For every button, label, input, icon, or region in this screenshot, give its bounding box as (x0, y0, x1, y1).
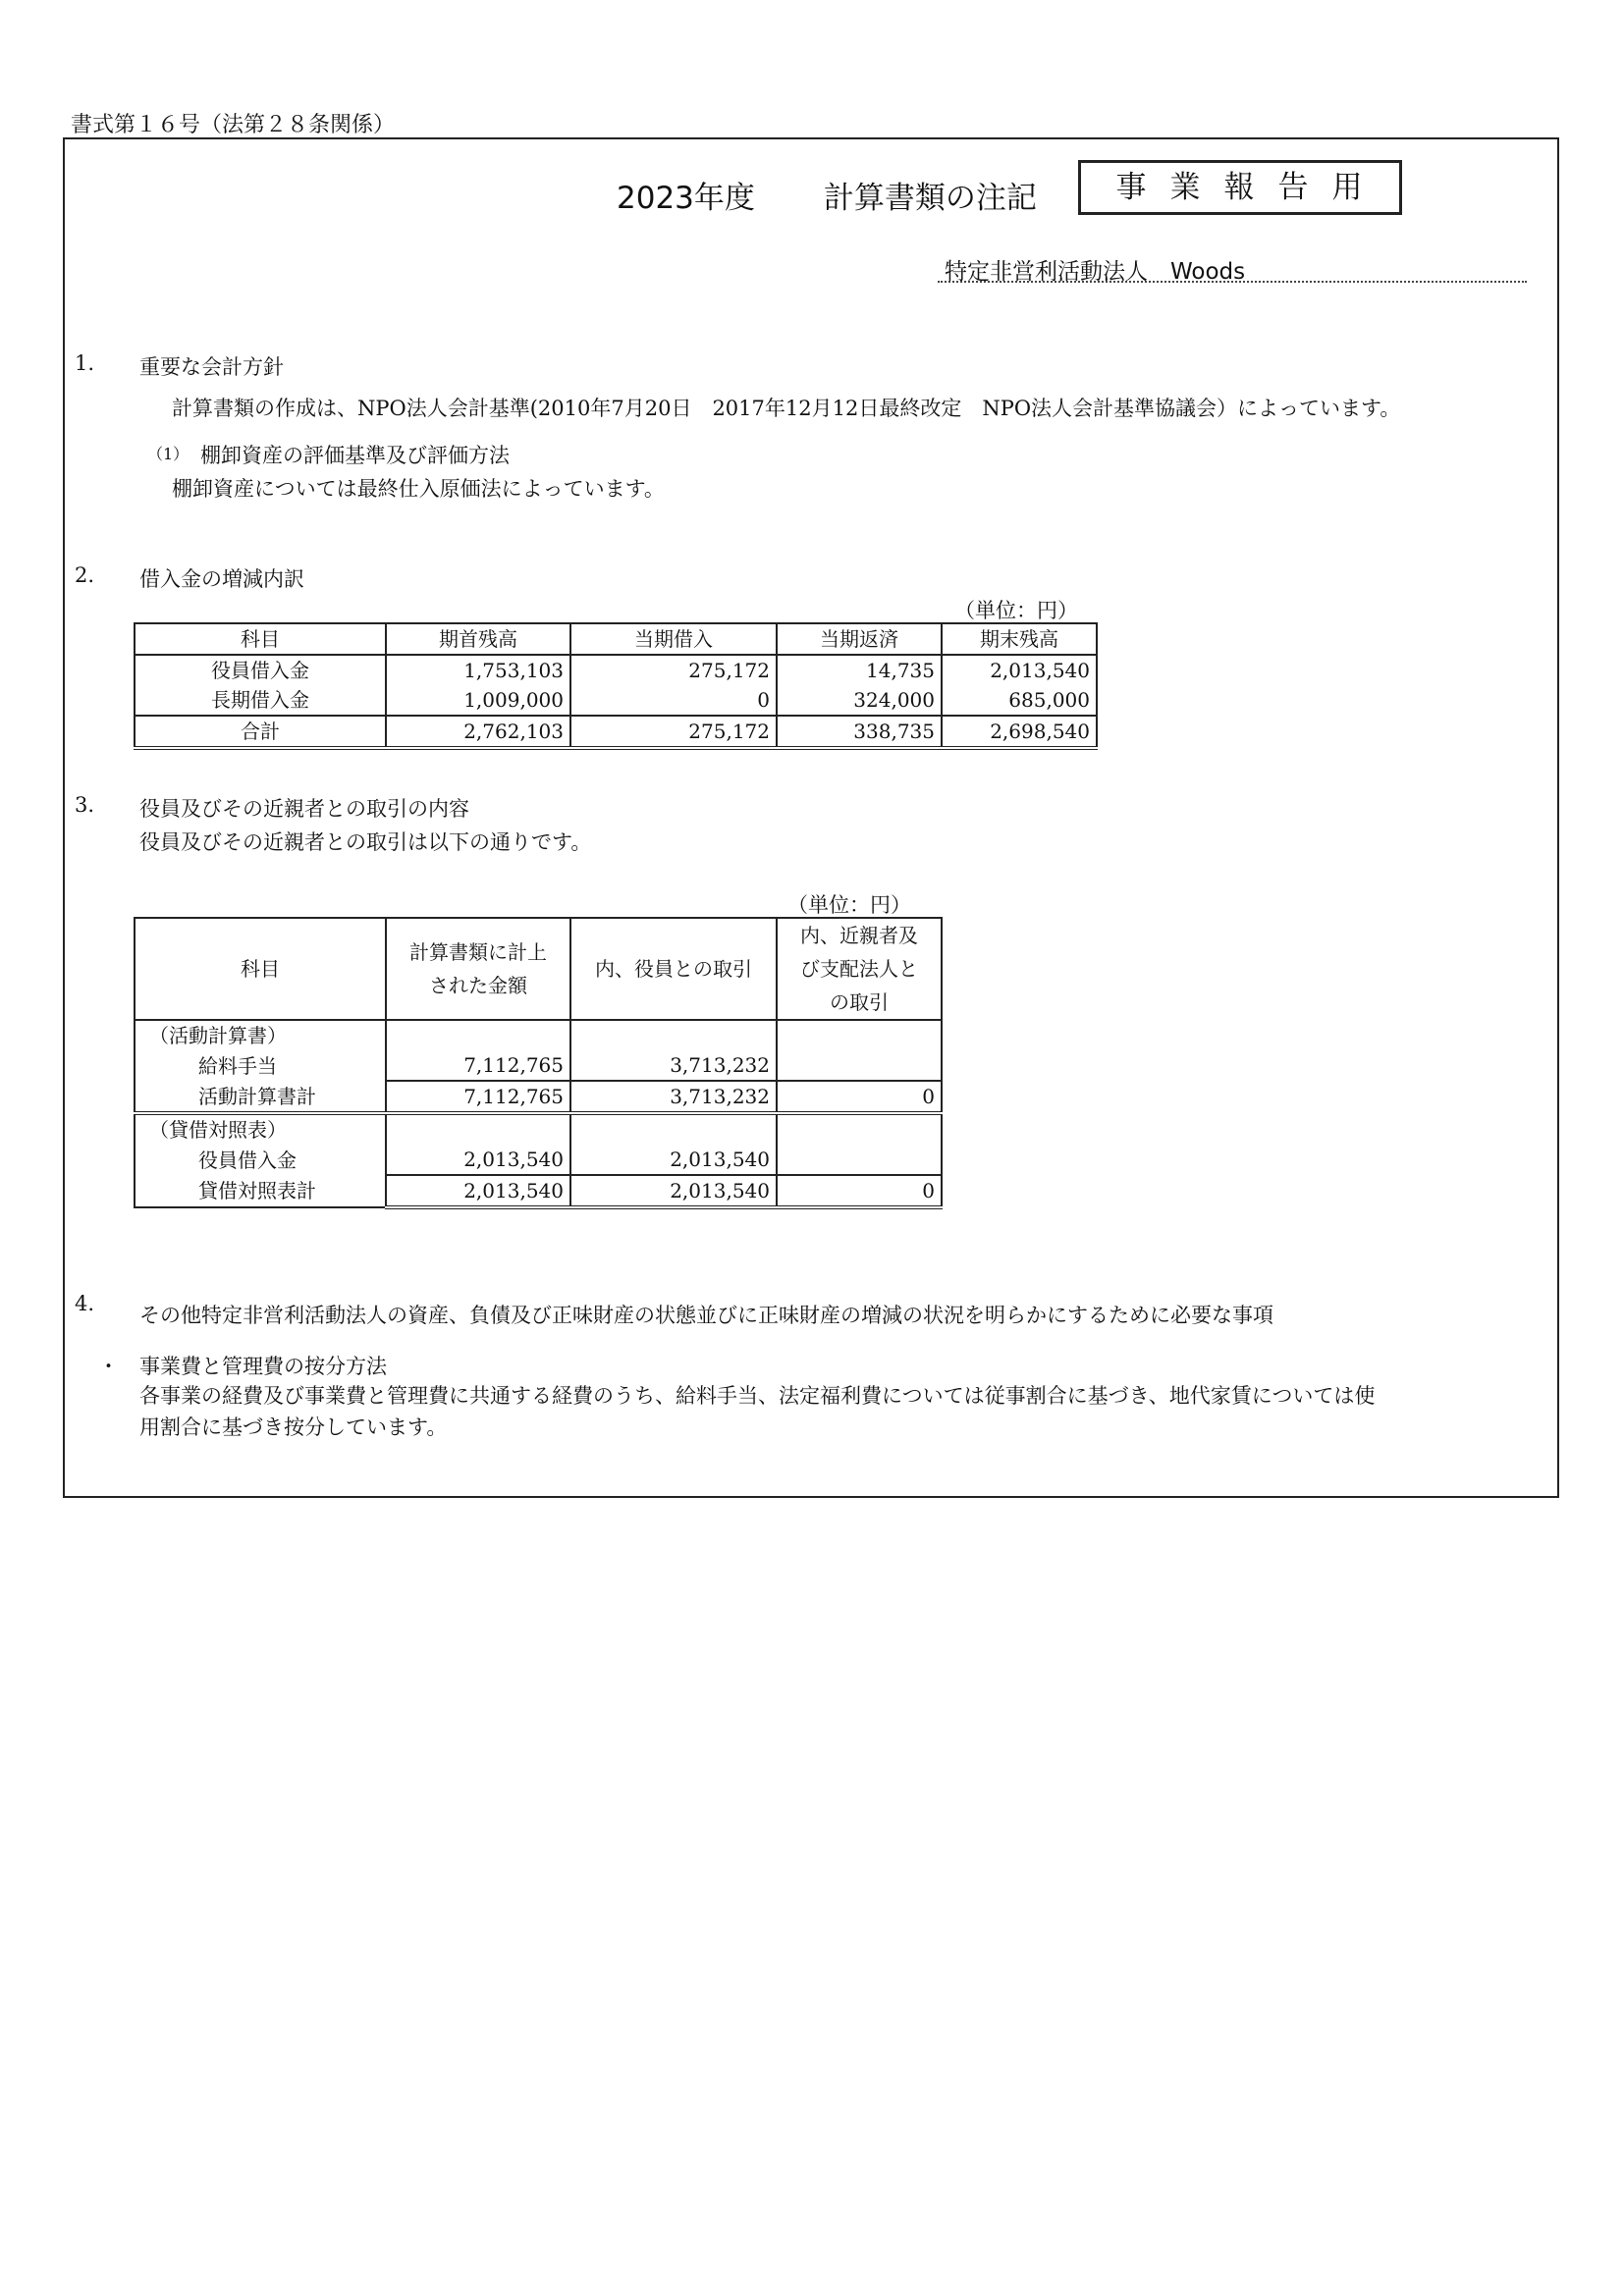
cell-value: 7,112,765 (386, 1081, 570, 1113)
table-row (135, 1113, 942, 1145)
cell-value: 275,172 (570, 655, 777, 685)
cell-value: 685,000 (942, 685, 1097, 716)
table-header-row (135, 623, 1097, 655)
column-header: 当期借入 (570, 623, 777, 655)
cell-value: 7,112,765 (386, 1050, 570, 1081)
cell-value: 0 (777, 1175, 942, 1207)
cell-value: 2,698,540 (942, 716, 1097, 748)
cell-value (570, 1113, 777, 1145)
column-header: 期末残高 (942, 623, 1097, 655)
section-label: （貸借対照表） (135, 1113, 386, 1145)
related-party-table (134, 917, 943, 1209)
section4-heading: その他特定非営利活動法人の資産、負債及び正味財産の状態並びに正味財産の増減の状況を明らかにするために必要な事項 (139, 1304, 1273, 1327)
row-label: 役員借入金 (135, 655, 386, 685)
table-subtotal-row (135, 1175, 942, 1207)
section3-number: 3. (75, 793, 95, 817)
table-row (135, 1145, 942, 1175)
column-header: 期首残高 (386, 623, 570, 655)
row-label: 貸借対照表計 (135, 1175, 386, 1207)
cell-value (777, 1145, 942, 1175)
report-stamp: 事業報告用 (1078, 160, 1402, 215)
column-header: 当期返済 (777, 623, 942, 655)
title-text: 計算書類の注記 (823, 181, 1037, 216)
page-title (617, 173, 1037, 217)
cell-value (777, 1020, 942, 1050)
row-label: 活動計算書計 (135, 1081, 386, 1113)
section4-item-heading: 事業費と管理費の按分方法 (139, 1355, 387, 1378)
cell-value (386, 1020, 570, 1050)
organization-underline (938, 281, 1527, 283)
table-subtotal-row (135, 1081, 942, 1113)
column-header (777, 918, 942, 1020)
cell-value (777, 1050, 942, 1081)
column-header: 内、役員との取引 (570, 918, 777, 1020)
cell-value: 0 (570, 685, 777, 716)
section2-heading: 借入金の増減内訳 (139, 567, 304, 591)
section-label: （活動計算書） (135, 1020, 386, 1050)
section1-number: 1. (75, 351, 95, 375)
table-total-row (135, 716, 1097, 748)
table-row (135, 1050, 942, 1081)
section1-heading: 重要な会計方針 (139, 355, 284, 379)
cell-value: 2,013,540 (386, 1175, 570, 1207)
cell-value: 2,013,540 (570, 1145, 777, 1175)
header-line: された金額 (429, 974, 527, 997)
fiscal-year: 2023年度 (617, 181, 755, 216)
section3-unit: （単位：円） (787, 893, 911, 917)
section1-item-body: 棚卸資産については最終仕入原価法によっています。 (172, 477, 665, 501)
form-number: 書式第１６号（法第２８条関係） (71, 113, 396, 137)
row-label: 給料手当 (135, 1050, 386, 1081)
cell-value: 2,013,540 (942, 655, 1097, 685)
section4-number: 4. (75, 1292, 95, 1315)
cell-value: 338,735 (777, 716, 942, 748)
section3-body: 役員及びその近親者との取引は以下の通りです。 (139, 830, 592, 854)
table-row (135, 655, 1097, 685)
cell-value: 3,713,232 (570, 1081, 777, 1113)
cell-value: 1,009,000 (386, 685, 570, 716)
row-label: 合計 (135, 716, 386, 748)
cell-value: 324,000 (777, 685, 942, 716)
table-header-row (135, 918, 942, 1020)
row-label: 長期借入金 (135, 685, 386, 716)
section4-item-body-line2: 用割合に基づき按分しています。 (139, 1415, 448, 1439)
cell-value: 3,713,232 (570, 1050, 777, 1081)
cell-value: 275,172 (570, 716, 777, 748)
section2-number: 2. (75, 563, 95, 587)
cell-value (777, 1113, 942, 1145)
row-label: 役員借入金 (135, 1145, 386, 1175)
cell-value: 2,013,540 (386, 1145, 570, 1175)
header-line: の取引 (830, 990, 889, 1014)
bullet: ・ (98, 1355, 119, 1378)
table-row (135, 685, 1097, 716)
header-line: 計算書類に計上 (409, 940, 547, 964)
cell-value (570, 1020, 777, 1050)
section4-item-body-line1: 各事業の経費及び事業費と管理費に共通する経費のうち、給料手当、法定福利費については従事割合に基づき、地代家賃については使 (139, 1384, 1376, 1408)
column-header: 科目 (135, 623, 386, 655)
cell-value: 2,762,103 (386, 716, 570, 748)
loan-table (134, 622, 1098, 750)
organization-name: 特定非営利活動法人 Woods (945, 259, 1246, 285)
cell-value: 1,753,103 (386, 655, 570, 685)
section2-unit: （単位：円） (954, 599, 1078, 622)
section1-item-heading: 棚卸資産の評価基準及び評価方法 (200, 444, 510, 467)
header-line: び支配法人と (800, 957, 918, 981)
column-header (386, 918, 570, 1020)
cell-value: 14,735 (777, 655, 942, 685)
cell-value: 2,013,540 (570, 1175, 777, 1207)
column-header: 科目 (135, 918, 386, 1020)
cell-value (386, 1113, 570, 1145)
table-row (135, 1020, 942, 1050)
section1-body: 計算書類の作成は、NPO法人会計基準(2010年7月20日 2017年12月12日最終改定 NPO法人会計基準協議会）によっています。 (172, 397, 1401, 420)
cell-value: 0 (777, 1081, 942, 1113)
section3-heading: 役員及びその近親者との取引の内容 (139, 797, 469, 821)
header-line: 内、近親者及 (800, 924, 918, 947)
section1-item-number: （1） (147, 445, 189, 463)
